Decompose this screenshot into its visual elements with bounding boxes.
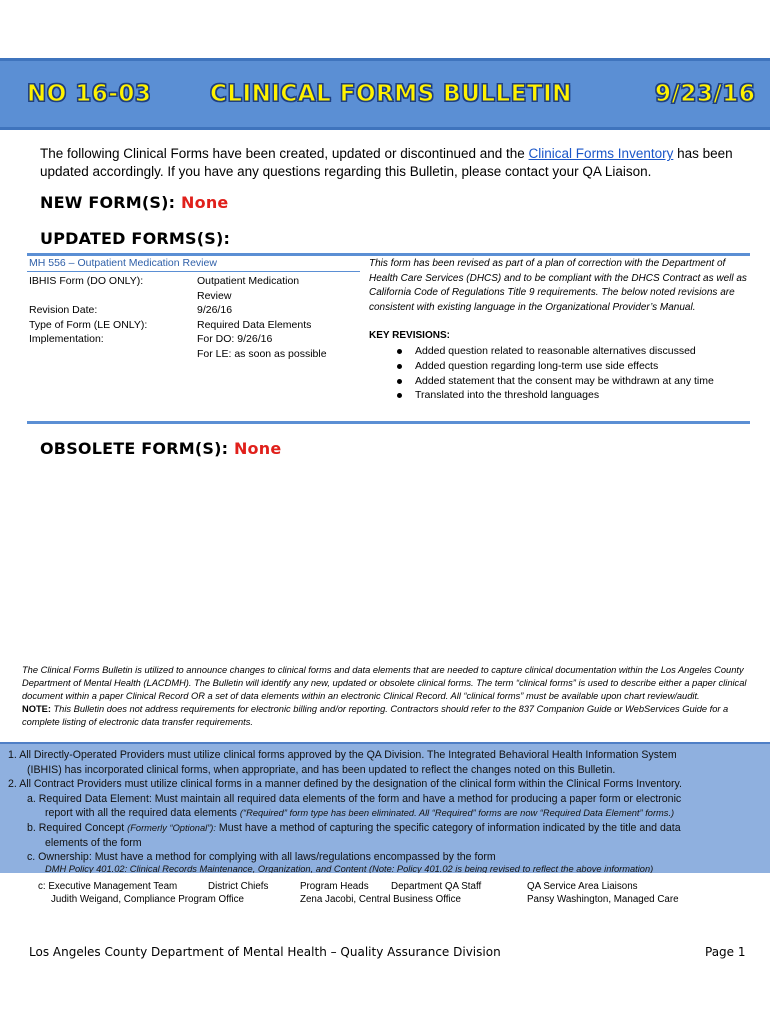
revision-date-label: Revision Date: xyxy=(29,304,98,316)
key-revision-item: Added question regarding long-term use side effects xyxy=(395,359,745,374)
requirement-2a-line2-main: report with all the required data elements xyxy=(45,807,240,820)
obsolete-forms-value: None xyxy=(233,439,282,458)
revision-date-value: 9/26/16 xyxy=(197,304,233,316)
requirement-2a-line2 xyxy=(45,806,674,821)
revision-description: This form has been revised as part of a plan of correction with the Department of Health Care Services (DHCS) and to be compliant with the DHCS Contract as well as California Code of Regulations Title 9 requirements. The below noted revisions are consistent with existing language in the Organizational Provider’s Manual. xyxy=(369,258,747,313)
about-text: The Clinical Forms Bulletin is utilized to announce changes to clinical forms and data elements that are needed to capture clinical documentation within the Los Angeles County Department of Mental Health (LACDMH). The Bulletin will identify any new, updated or obsolete clinical forms. The term “clinical forms” is used to describe either a paper clinical document within a paper Clinical Record OR a set of data elements within an electronic Clinical Record. All “clinical forms” must be available upon chart review/audit. xyxy=(22,665,747,701)
updated-form-title: MH 556 – Outpatient Medication Review xyxy=(29,257,217,269)
bulletin-about-paragraph xyxy=(22,664,750,729)
requirement-2b-rest: Must have a method of capturing the specific category of information indicated by the title and data xyxy=(215,822,681,834)
bulletin-title: CLINICAL FORMS BULLETIN xyxy=(210,81,572,107)
implementation-le-value: For LE: as soon as possible xyxy=(197,347,327,360)
updated-forms-top-rule xyxy=(27,253,750,256)
cc-central-business-office: Zena Jacobi, Central Business Office xyxy=(300,894,462,905)
implementation-label: Implementation: xyxy=(29,333,104,345)
updated-form-title-underline xyxy=(27,271,360,272)
key-revision-item: Added question related to reasonable alternatives discussed xyxy=(395,344,745,359)
form-type-value: Required Data Elements xyxy=(197,318,312,331)
bulletin-date: 9/23/16 xyxy=(655,81,756,107)
obsolete-forms-heading xyxy=(40,439,281,458)
footer-organization: Los Angeles County Department of Mental Health – Quality Assurance Division xyxy=(29,945,501,959)
form-type-label: Type of Form (LE ONLY): xyxy=(29,318,148,331)
requirement-1-line2: (IBHIS) has incorporated clinical forms, when appropriate, and has been updated to reflect the changes noted on this Bulletin. xyxy=(27,763,616,776)
cc-program-heads: Program Heads xyxy=(300,881,369,892)
new-forms-label: NEW FORM(S): xyxy=(40,193,182,212)
ibhis-form-label: IBHIS Form (DO ONLY): xyxy=(29,275,144,287)
requirement-2a-line2-note: (“Required” form type has been eliminated. All “Required” forms are now “Required Data Element” forms.) xyxy=(239,808,675,819)
intro-text-before: The following Clinical Forms have been created, updated or discontinued and the xyxy=(40,146,529,161)
clinical-forms-inventory-link[interactable]: Clinical Forms Inventory xyxy=(528,146,674,161)
requirement-2b-prefix: b. Required Concept xyxy=(27,822,128,834)
intro-text-after: has been updated accordingly. If you have any questions regarding this Bulletin, please contact your QA Liaison. xyxy=(40,146,733,179)
bulletin-number: NO 16-03 xyxy=(27,81,152,107)
ibhis-form-value-line2: Review xyxy=(197,289,232,302)
updated-forms-heading: UPDATED FORMS(S): xyxy=(40,229,231,248)
new-forms-value: None xyxy=(181,193,229,212)
obsolete-forms-label: OBSOLETE FORM(S): xyxy=(40,439,234,458)
cc-district-chiefs: District Chiefs xyxy=(208,881,269,892)
requirement-2b-line2: elements of the form xyxy=(45,836,142,849)
requirement-2c-line1: c. Ownership: Must have a method for complying with all laws/regulations encompassed by the form xyxy=(27,851,496,864)
cc-executive-management: c: Executive Management Team xyxy=(38,881,178,892)
new-forms-heading xyxy=(40,193,228,212)
note-text: This Bulletin does not address requirements for electronic billing and/or reporting. Contractors should refer to the 837 Companion Guide or WebServices Guide for a complete listing of electronic data transfer requirements. xyxy=(22,704,729,727)
key-revisions-label: KEY REVISIONS: xyxy=(369,330,450,341)
cc-qa-service-area-liaisons: QA Service Area Liaisons xyxy=(527,881,638,892)
note-label: NOTE: xyxy=(22,704,51,714)
intro-paragraph xyxy=(40,145,740,181)
bulletin-header-banner xyxy=(0,58,770,130)
requirement-1-line1: 1. All Directly-Operated Providers must utilize clinical forms approved by the QA Division. The Integrated Behavioral Health Information System xyxy=(8,749,677,761)
cc-managed-care: Pansy Washington, Managed Care xyxy=(527,894,679,905)
cc-compliance-office: Judith Weigand, Compliance Program Office xyxy=(51,894,244,905)
key-revisions-list xyxy=(395,344,745,403)
requirement-2b-line1 xyxy=(27,821,681,836)
key-revision-item: Added statement that the consent may be withdrawn at any time xyxy=(395,374,745,389)
updated-forms-bottom-rule xyxy=(27,421,750,424)
key-revision-item: Translated into the threshold languages xyxy=(395,388,745,403)
ibhis-form-value-line1: Outpatient Medication xyxy=(197,275,300,287)
requirement-2-line1: 2. All Contract Providers must utilize clinical forms in a manner defined by the designation of the clinical form within the Clinical Forms Inventory. xyxy=(8,778,682,791)
implementation-do-value: For DO: 9/26/16 xyxy=(197,333,273,345)
page-number: Page 1 xyxy=(705,945,746,959)
policy-reference: DMH Policy 401.02: Clinical Records Maintenance, Organization, and Content (Note: Policy 401.02 is being revised to reflect the above information) xyxy=(45,864,654,873)
requirement-2a-line1: a. Required Data Element: Must maintain all required data elements of the form and have a method for producing a paper form or electronic xyxy=(27,792,682,805)
requirement-2b-note: (Formerly “Optional”): xyxy=(127,823,216,833)
cc-department-qa-staff: Department QA Staff xyxy=(391,881,482,892)
